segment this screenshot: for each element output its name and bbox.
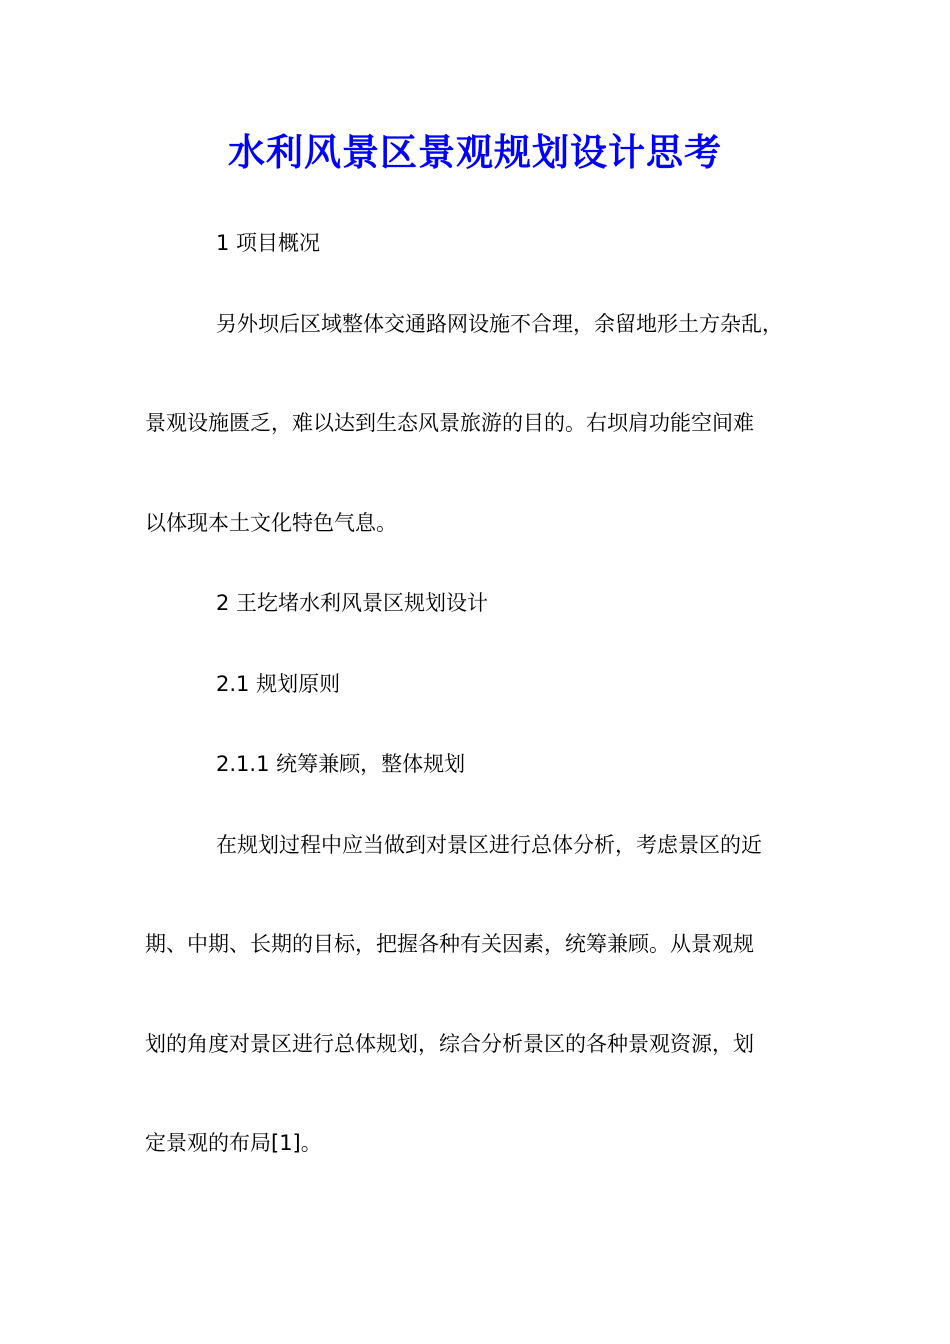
heading-project-overview: 1 项目概况 [216, 231, 321, 255]
paragraph-line: 以体现本土文化特色气息。 [145, 511, 397, 535]
paragraph-line: 另外坝后区域整体交通路网设施不合理，余留地形土方杂乱， [216, 312, 783, 336]
paragraph-line: 景观设施匮乏，难以达到生态风景旅游的目的。右坝肩功能空间难 [145, 411, 754, 435]
document-title: 水利风景区景观规划设计思考 [228, 130, 722, 174]
paragraph-line: 在规划过程中应当做到对景区进行总体分析，考虑景区的近 [216, 833, 762, 857]
paragraph-line: 定景观的布局[1]。 [145, 1131, 322, 1155]
paragraph-line: 划的角度对景区进行总体规划，综合分析景区的各种景观资源，划 [145, 1032, 754, 1056]
heading-planning-principles: 2.1 规划原则 [216, 672, 341, 696]
heading-planning-design: 2 王圪堵水利风景区规划设计 [216, 591, 489, 615]
heading-overall-planning: 2.1.1 统筹兼顾，整体规划 [216, 752, 466, 776]
paragraph-line: 期、中期、长期的目标，把握各种有关因素，统筹兼顾。从景观规 [145, 932, 754, 956]
